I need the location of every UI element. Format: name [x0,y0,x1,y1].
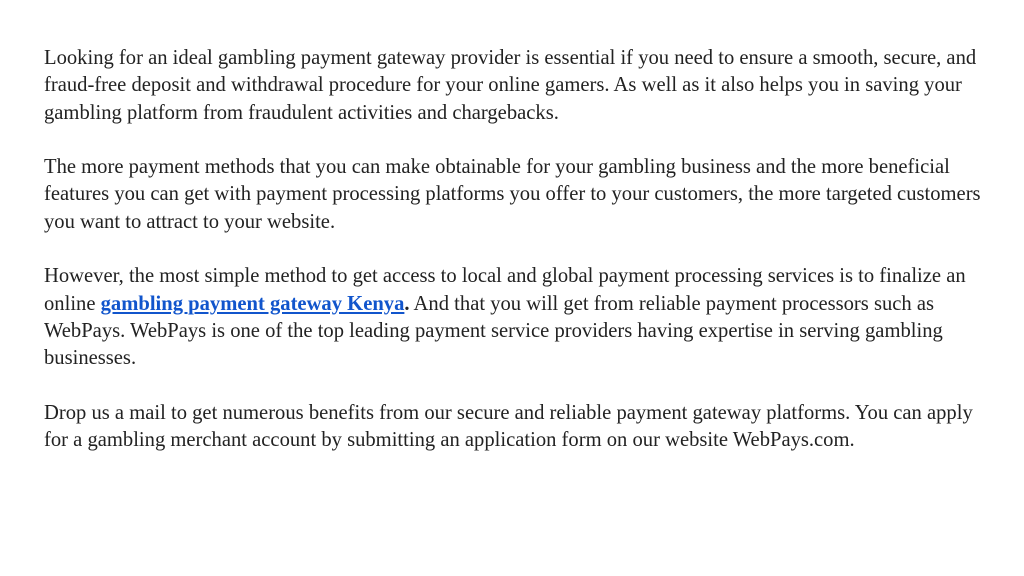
paragraph-intro: Looking for an ideal gambling payment gateway provider is essential if you need to ensure a smooth, secure, and fraud-free deposit and withdrawal procedure for your online gamers. As well as it also helps you in saving your gambling platform from fraudulent activities and chargebacks. [44,47,977,124]
paragraph-gateway-kenya [44,263,984,372]
link-period: . [404,292,410,315]
paragraph-gateway-text-after: And that you will get from reliable payment processors such as WebPays. WebPays is one of the top leading payment service providers having expertise in serving gambling businesses. [44,292,943,370]
gambling-payment-gateway-kenya-link[interactable]: gambling payment gateway Kenya [100,292,405,315]
paragraph-payment-methods: The more payment methods that you can make obtainable for your gambling business and the more beneficial features you can get with payment processing platforms you offer to your customers, the more targeted customers you want to attract to your website. [44,156,981,233]
paragraph-contact: Drop us a mail to get numerous benefits from our secure and reliable payment gateway platforms. You can apply for a gambling merchant account by submitting an application form on our website WebPays.com. [44,401,973,452]
document-body [44,45,984,482]
paragraph-gateway-text-before: However, the most simple method to get access to local and global payment processing services is to finalize an online [44,265,966,315]
